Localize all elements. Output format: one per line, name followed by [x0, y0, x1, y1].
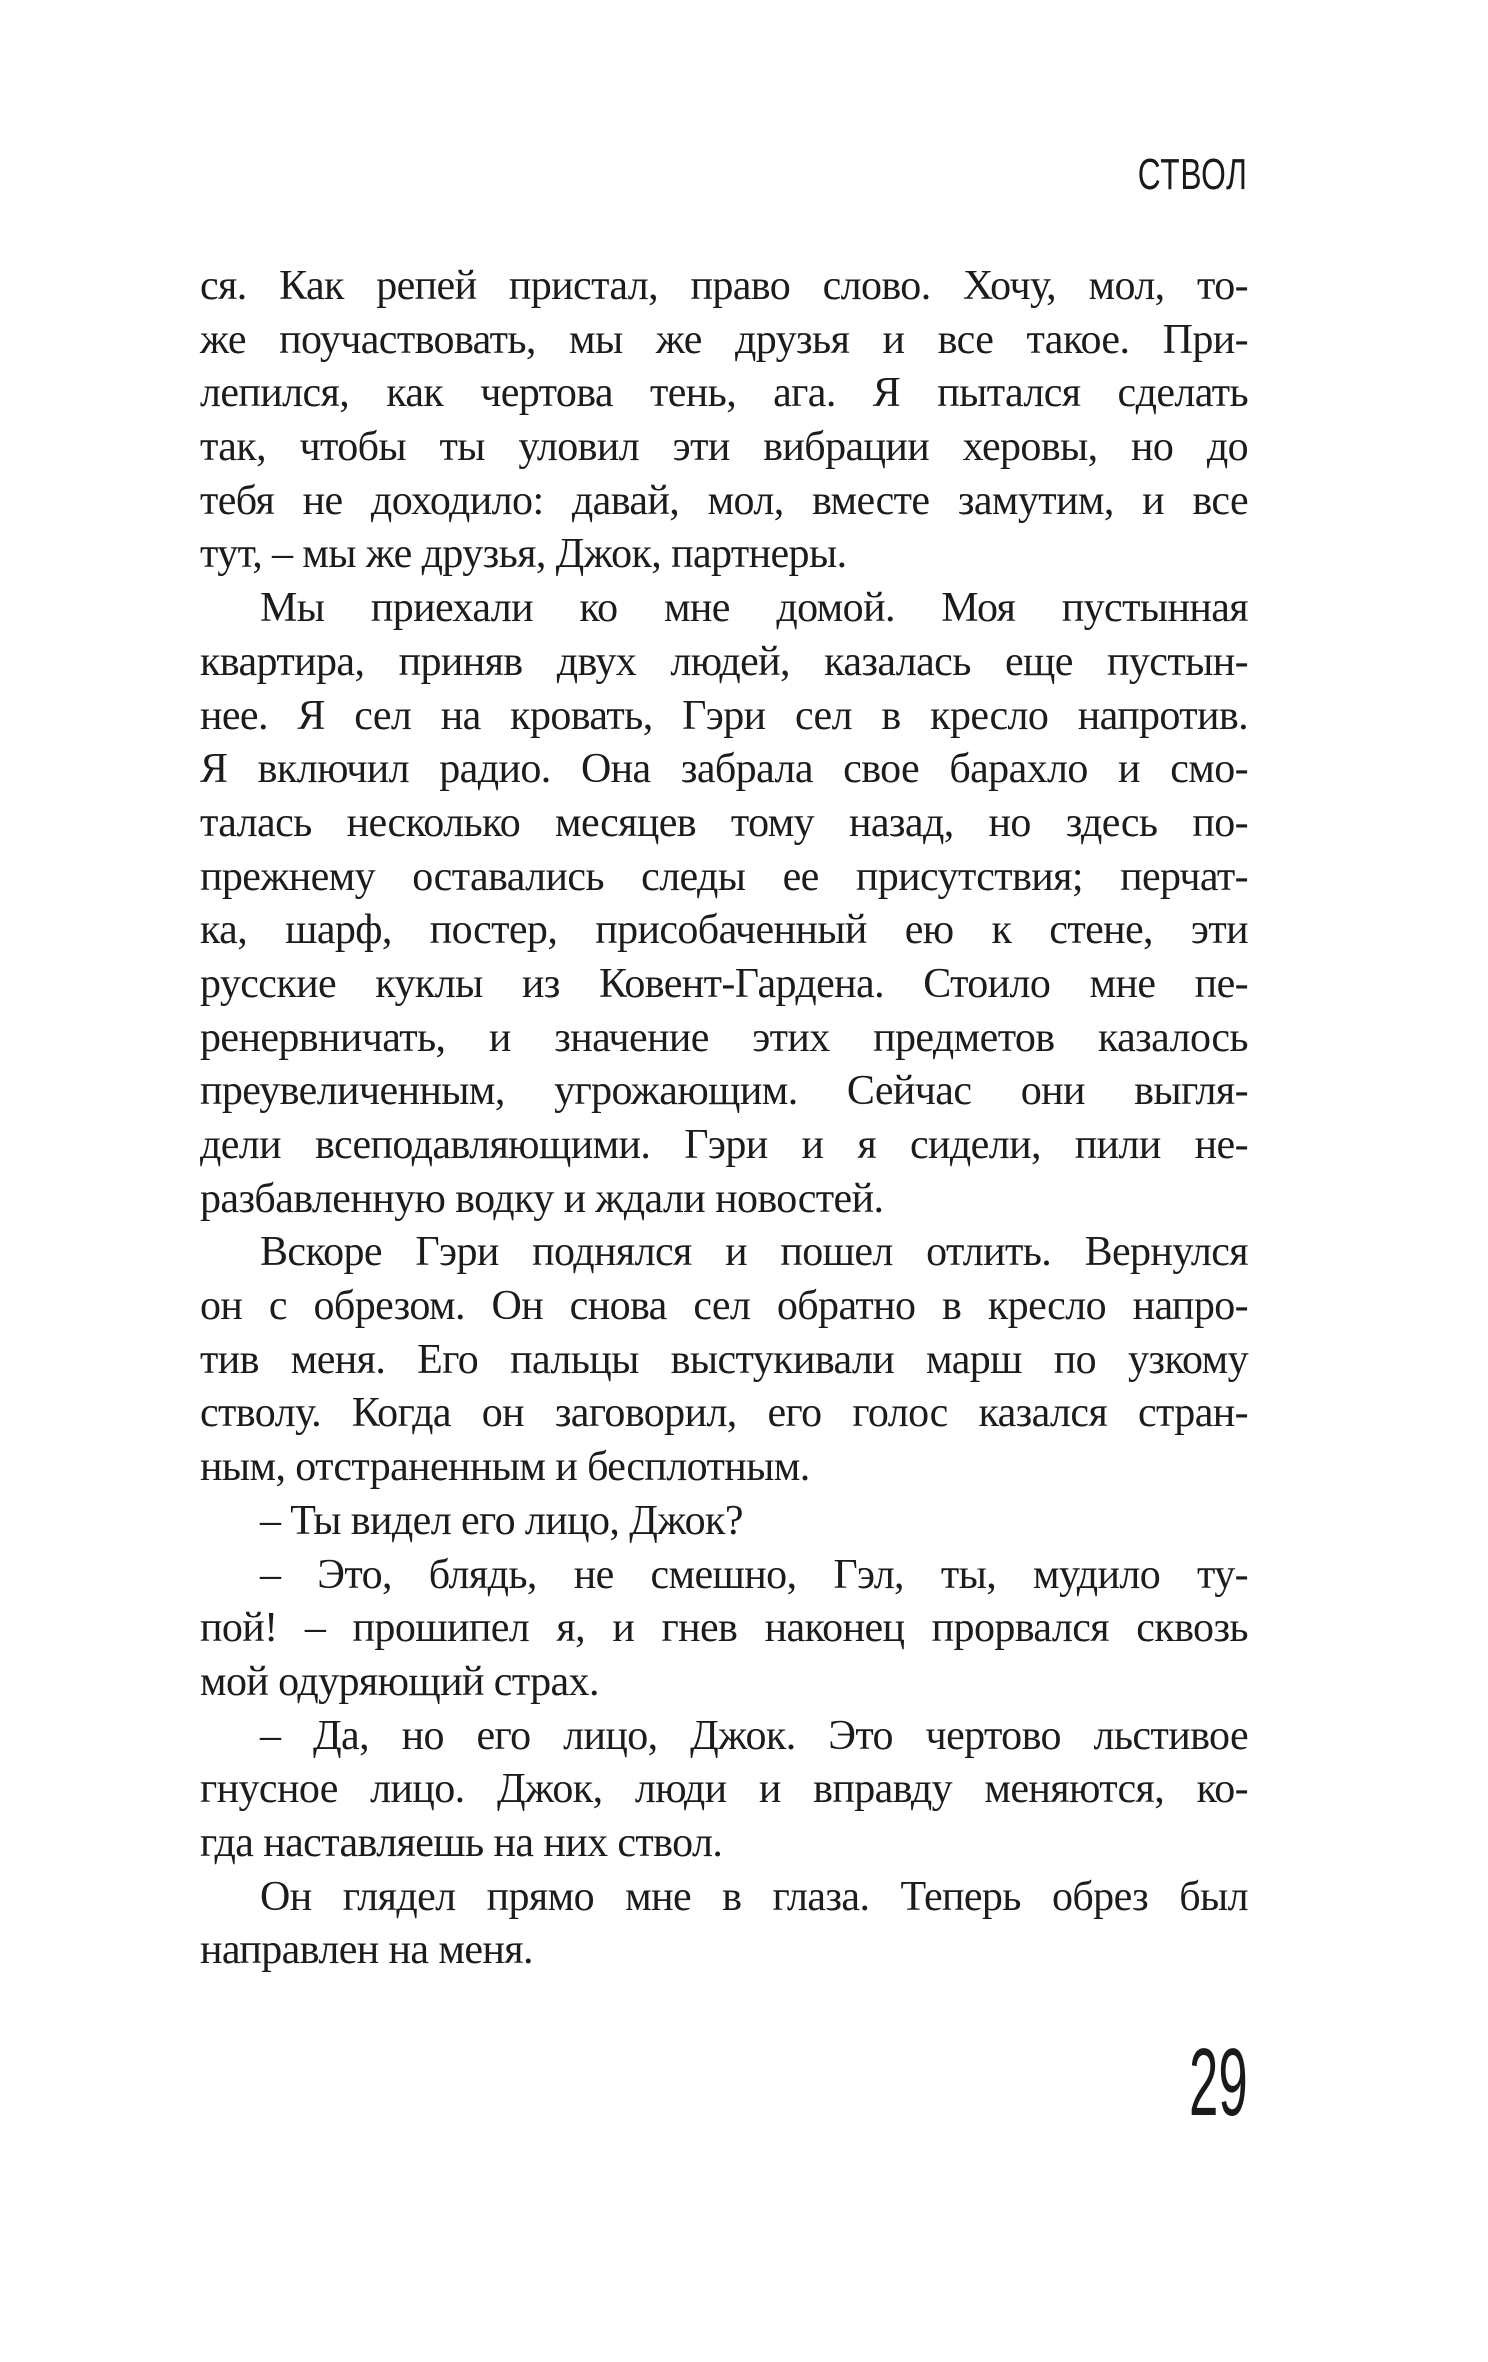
text-line: пой! – прошипел я, и гнев наконец прорвался сквозь — [200, 1605, 1248, 1652]
running-header: СТВОЛ — [1138, 150, 1248, 199]
text-line: гнусное лицо. Джок, люди и вправду меняются, ко- — [200, 1766, 1248, 1813]
text-line: Я включил радио. Она забрала свое барахло и смо- — [200, 746, 1248, 793]
text-line: он с обрезом. Он снова сел обратно в кресло напро- — [200, 1283, 1248, 1330]
text-line: ренервничать, и значение этих предметов казалось — [200, 1014, 1248, 1061]
text-line: Он глядел прямо мне в глаза. Теперь обрез был — [260, 1873, 1248, 1920]
paragraph — [200, 1710, 1248, 1871]
text-line: тут, – мы же друзья, Джок, партнеры. — [200, 531, 847, 578]
paragraph — [200, 1549, 1248, 1710]
text-line: русские куклы из Ковент-Гардена. Стоило мне пе- — [200, 960, 1248, 1007]
paragraph — [200, 260, 1248, 582]
paragraph — [200, 1226, 1248, 1494]
text-line: – Ты видел его лицо, Джок? — [260, 1497, 743, 1544]
paragraph — [200, 582, 1248, 1226]
text-line: направлен на меня. — [200, 1927, 533, 1974]
text-line: лепился, как чертова тень, ага. Я пытался сделать — [200, 370, 1248, 417]
text-line: ка, шарф, постер, присобаченный ею к стене, эти — [200, 907, 1248, 954]
text-line: мой одуряющий страх. — [200, 1658, 599, 1705]
text-line: квартира, приняв двух людей, казалась еще пустын- — [200, 638, 1248, 685]
text-line: стволу. Когда он заговорил, его голос казался стран- — [200, 1390, 1248, 1437]
text-line: так, чтобы ты уловил эти вибрации херовы, но до — [200, 424, 1248, 471]
text-line: преувеличенным, угрожающим. Сейчас они выгля- — [200, 1068, 1248, 1115]
text-line: – Это, блядь, не смешно, Гэл, ты, мудило ту- — [260, 1551, 1248, 1598]
text-line: ным, отстраненным и бесплотным. — [200, 1444, 810, 1491]
text-line: дели всеподавляющими. Гэри и я сидели, пили не- — [200, 1122, 1248, 1168]
text-line: ся. Как репей пристал, право слово. Хочу, мол, то- — [200, 263, 1248, 309]
body-text — [200, 260, 1248, 1978]
text-line: тив меня. Его пальцы выстукивали марш по узкому — [200, 1336, 1248, 1383]
text-line: тебя не доходило: давай, мол, вместе замутим, и все — [200, 477, 1248, 524]
text-line: гда наставляешь на них ствол. — [200, 1819, 723, 1866]
text-line: нее. Я сел на кровать, Гэри сел в кресло напротив. — [200, 692, 1248, 739]
text-line: Мы приехали ко мне домой. Моя пустынная — [260, 585, 1248, 632]
page-number: 29 — [1189, 2029, 1248, 2136]
text-line: – Да, но его лицо, Джок. Это чертово льстивое — [260, 1712, 1248, 1759]
text-line: прежнему оставались следы ее присутствия; перчат- — [200, 853, 1248, 900]
text-line: талась несколько месяцев тому назад, но здесь по- — [200, 799, 1248, 846]
paragraph — [200, 1871, 1248, 1978]
text-line: же поучаствовать, мы же друзья и все такое. При- — [200, 316, 1248, 363]
text-line: разбавленную водку и ждали новостей. — [200, 1175, 884, 1222]
paragraph — [200, 1495, 1248, 1549]
text-line: Вскоре Гэри поднялся и пошел отлить. Вернулся — [260, 1229, 1248, 1276]
